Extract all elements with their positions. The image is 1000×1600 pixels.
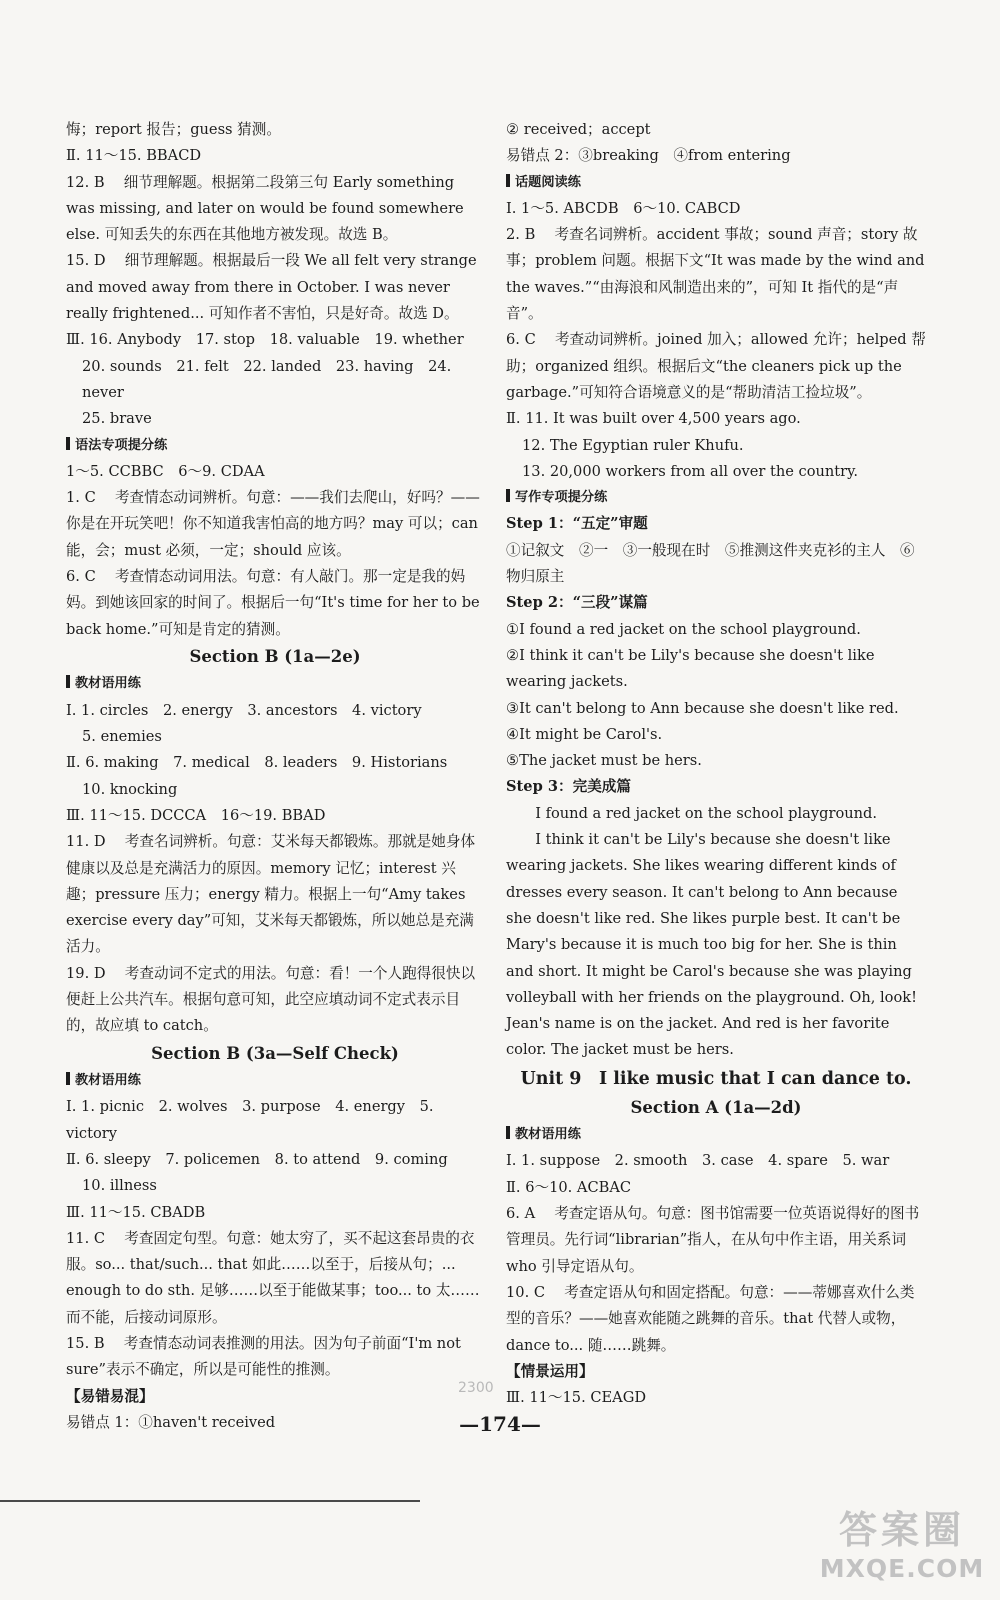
- section-heading: [66, 671, 484, 697]
- heading-label: 语法专项提分练: [75, 437, 168, 453]
- section-title: Section A (1a—2d): [630, 1097, 802, 1117]
- text-line: 【情景运用】: [506, 1362, 594, 1380]
- text-line: 20. sounds 21. felt 22. landed 23. having 24. never: [82, 357, 456, 401]
- heading-bar-icon: [506, 1126, 510, 1139]
- faint-number: 2300: [458, 1380, 494, 1396]
- watermark-url: MXQE.COM: [819, 1554, 985, 1583]
- text-line: 2. B 考查名词辨析。accident 事故；sound 声音；story 故事；problem 问题。根据下文“It was made by the wind and the waves.”“由海浪和风制造出来的”，可知 It 指代的是“声音”。: [506, 226, 930, 323]
- page-number: —174—: [459, 1412, 541, 1436]
- heading-label: 教材语用练: [515, 1127, 581, 1143]
- section-title: Section B (3a—Self Check): [151, 1043, 399, 1063]
- text-line: 易错点 2：③breaking ④from entering: [506, 147, 791, 165]
- text-line: Ⅱ. 6～10. ACBAC: [506, 1178, 632, 1196]
- text-line: 15. B 考查情态动词表推测的用法。因为句子前面“I'm not sure”表示不确定，所以是可能性的推测。: [66, 1335, 466, 1379]
- text-line: ② received；accept: [506, 121, 651, 138]
- heading-label: 教材语用练: [75, 676, 141, 692]
- left-column: [66, 117, 484, 1436]
- text-line: 12. The Egyptian ruler Khufu.: [522, 436, 744, 454]
- heading-label: 话题阅读练: [515, 174, 581, 190]
- text-line: 悔；report 报告；guess 猜测。: [66, 121, 281, 138]
- watermark-text: 答案圈: [838, 1508, 965, 1552]
- text-line: ③It can't belong to Ann because she doesn't like red.: [506, 699, 899, 717]
- text-line: 10. knocking: [82, 780, 178, 798]
- text-line: Ⅲ. 11～15. DCCCA 16～19. BBAD: [66, 806, 326, 824]
- text-line: 1～5. CCBBC 6～9. CDAA: [66, 462, 265, 480]
- heading-label: 教材语用练: [75, 1073, 141, 1089]
- text-line: Ⅰ. 1～5. ABCDB 6～10. CABCD: [506, 199, 741, 217]
- text-line: Ⅲ. 16. Anybody 17. stop 18. valuable 19. whether: [66, 331, 464, 349]
- text-line: ①I found a red jacket on the school playground.: [506, 620, 861, 638]
- text-line: 10. illness: [82, 1177, 157, 1195]
- text-line: Ⅱ. 11. It was built over 4,500 years ago.: [506, 410, 801, 428]
- section-heading: [66, 433, 484, 459]
- text-line: ①记叙文 ②一 ③一般现在时 ⑤推测这件夹克衫的主人 ⑥物归原主: [506, 541, 915, 586]
- text-line: Ⅰ. 1. suppose 2. smooth 3. case 4. spare 5. war: [506, 1152, 890, 1170]
- text-line: Ⅰ. 1. circles 2. energy 3. ancestors 4. victory: [66, 701, 422, 719]
- text-line: Step 2：“三段”谋篇: [506, 594, 648, 612]
- text-line: Ⅲ. 11～15. CEAGD: [506, 1389, 647, 1407]
- watermark-logo: [812, 1508, 992, 1593]
- heading-bar-icon: [66, 437, 70, 450]
- text-line: ②I think it can't be Lily's because she doesn't like wearing jackets.: [506, 646, 880, 691]
- text-line: 11. C 考查固定句型。句意：她太穷了，买不起这套昂贵的衣服。so... that/such... that 如此……以至于，后接从句；... enough to do sth. 足够……以至于能做某事；too... to 太……而不能，后接动词原形。: [66, 1229, 480, 1326]
- section-title: Unit 9 I like music that I can dance to.: [520, 1068, 912, 1089]
- text-line: ⑤The jacket must be hers.: [506, 752, 702, 770]
- text-line: 11. D 考查名词辨析。句意：艾米每天都锻炼。那就是她身体健康以及总是充满活力的原因。memory 记忆；interest 兴趣；pressure 压力；energy 精力。根据上一句“Amy takes exercise every day”可知，艾米每天都锻炼，所以她总是充满活力。: [66, 833, 476, 956]
- text-line: Ⅱ. 6. sleepy 7. policemen 8. to attend 9. coming: [66, 1150, 448, 1168]
- text-line: 12. B 细节理解题。根据第二段第三句 Early something was missing, and later on would be found somewhere else. 可知丢失的东西在其他地方被发现。故选 B。: [66, 173, 469, 244]
- text-line: Step 3：完美成篇: [506, 778, 631, 796]
- text-line: 15. D 细节理解题。根据最后一段 We all felt very strange and moved away from there in October. I was never really frightened... 可知作者不害怕，只是好奇。故选 D。: [66, 252, 482, 323]
- text-line: Step 1：“五定”审题: [506, 515, 648, 533]
- section-heading: [66, 1068, 484, 1094]
- text-line: 易错点 1：①haven't received: [66, 1413, 276, 1431]
- text-line: I found a red jacket on the school playground.: [535, 804, 878, 822]
- text-line: 10. C 考查定语从句和固定搭配。句意：——蒂娜喜欢什么类型的音乐？——她喜欢能随之跳舞的音乐。that 代替人或物，dance to... 随……跳舞。: [506, 1283, 915, 1354]
- text-line: 6. A 考查定语从句。句意：图书馆需要一位英语说得好的图书管理员。先行词“librarian”指人，在从句中作主语，用关系词 who 引导定语从句。: [506, 1205, 920, 1275]
- text-line: ④It might be Carol's.: [506, 725, 663, 743]
- text-line: Ⅲ. 11～15. CBADB: [66, 1203, 206, 1221]
- heading-label: 写作专项提分练: [515, 490, 608, 506]
- text-line: 6. C 考查情态动词用法。句意：有人敲门。那一定是我的妈妈。到她该回家的时间了。根据后一句“It's time for her to be back home.”可知是肯定的猜测。: [66, 568, 485, 638]
- section-title: Section B (1a—2e): [189, 646, 361, 666]
- section-heading: [506, 1122, 926, 1148]
- text-line: 【易错易混】: [66, 1387, 154, 1405]
- heading-bar-icon: [506, 174, 510, 187]
- text-line: 6. C 考查动词辨析。joined 加入；allowed 允许；helped 帮助；organized 组织。根据后文“the cleaners pick up the garbage.”可知符合语境意义的是“帮助清洁工捡垃圾”。: [506, 331, 926, 401]
- section-heading: [506, 485, 926, 511]
- right-column: [506, 117, 930, 1411]
- section-heading: [506, 170, 926, 196]
- text-line: Ⅱ. 6. making 7. medical 8. leaders 9. Historians: [66, 754, 448, 772]
- text-line: 13. 20,000 workers from all over the country.: [522, 462, 859, 480]
- text-line: 5. enemies: [82, 728, 162, 746]
- text-line: 19. D 考查动词不定式的用法。句意：看！一个人跑得很快以便赶上公共汽车。根据句意可知，此空应填动词不定式表示目的，故应填 to catch。: [66, 964, 476, 1035]
- heading-bar-icon: [506, 489, 510, 502]
- text-line: I think it can't be Lily's because she doesn't like wearing jackets. She likes wearing different kinds of dresses every season. It can't belong to Ann because she doesn't like red. She likes purple best. It can't be Mary's because it is much too big for her. She is thin and short. It might be Carol's because she was playing volleyball with her friends on the playground. Oh, look! Jean's name is on the jacket. And red is her favorite color. The jacket must be hers.: [506, 831, 922, 1059]
- bottom-rule: [0, 1500, 420, 1502]
- text-line: Ⅱ. 11～15. BBACD: [66, 147, 202, 165]
- text-line: Ⅰ. 1. picnic 2. wolves 3. purpose 4. energy 5. victory: [66, 1098, 439, 1142]
- heading-bar-icon: [66, 675, 70, 688]
- text-line: 25. brave: [82, 410, 152, 428]
- heading-bar-icon: [66, 1072, 70, 1085]
- text-line: 1. C 考查情态动词辨析。句意：——我们去爬山，好吗？——你是在开玩笑吧！你不知道我害怕高的地方吗？may 可以；can 能，会；must 必须，一定；should 应该。: [66, 489, 483, 559]
